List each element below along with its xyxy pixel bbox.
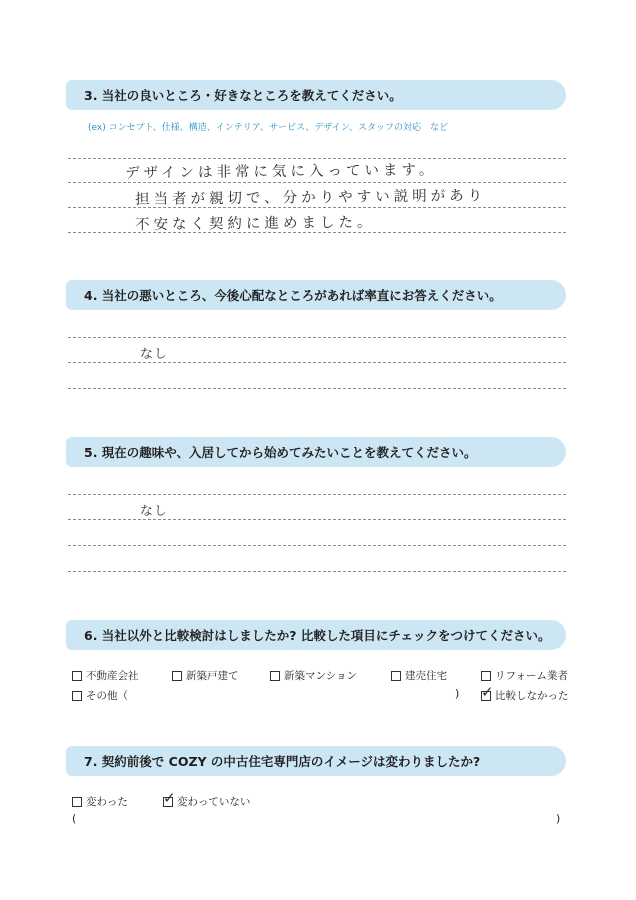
checkbox-box[interactable]: [481, 671, 491, 681]
question-7-text: 7. 契約前後で COZY の中古住宅専門店のイメージは変わりましたか?: [84, 754, 481, 769]
checkbox-label: 新築マンション: [284, 670, 358, 682]
q4-answer: なし: [139, 346, 169, 363]
checkbox-label: リフォーム業者: [495, 670, 568, 682]
checkbox-changed[interactable]: [72, 794, 128, 809]
checkbox-box[interactable]: [481, 682, 494, 701]
question-7-header: [66, 746, 566, 776]
other-close-paren: ): [455, 687, 460, 700]
checkbox-ready-built[interactable]: [391, 668, 447, 683]
check-mark-icon: ✓: [481, 682, 494, 701]
question-4-header: [66, 280, 566, 310]
checkbox-label: 建売住宅: [405, 670, 447, 682]
checkbox-label: 変わった: [86, 796, 128, 808]
checkbox-not-changed[interactable]: [163, 788, 251, 809]
checkbox-box[interactable]: [391, 671, 401, 681]
checkbox-box[interactable]: [72, 671, 82, 681]
question-3-text: 3. 当社の良いところ・好きなところを教えてください。: [84, 88, 402, 103]
checkbox-real-estate[interactable]: [72, 668, 139, 683]
q3-answer-line-1: デザインは非常に気に入っています。: [124, 162, 438, 182]
answer-line: [68, 494, 566, 495]
q5-answer: なし: [139, 503, 169, 520]
checkbox-box[interactable]: [172, 671, 182, 681]
checkbox-box[interactable]: [72, 797, 82, 807]
check-mark-icon: ✓: [163, 788, 176, 807]
answer-line: [68, 571, 566, 572]
question-3-header: [66, 80, 566, 110]
checkbox-box[interactable]: [163, 788, 176, 807]
comment-open-paren: (: [72, 812, 77, 825]
checkbox-label: 新築戸建て: [186, 670, 239, 682]
question-6-header: [66, 620, 566, 650]
checkbox-new-house[interactable]: [172, 668, 239, 683]
answer-line: [68, 545, 566, 546]
comment-close-paren: ): [556, 812, 561, 825]
checkbox-no-comparison[interactable]: [481, 682, 569, 703]
checkbox-label: 比較しなかった: [495, 690, 569, 702]
question-6-text: 6. 当社以外と比較検討はしましたか? 比較した項目にチェックをつけてください。: [84, 628, 551, 643]
checkbox-label: 不動産会社: [86, 670, 139, 682]
answer-line: [68, 519, 566, 520]
question-3-hint: (ex) コンセプト、仕様、構造、インテリア、サービス、デザイン、スタッフの対応 など: [88, 123, 448, 133]
answer-line: [68, 388, 566, 389]
checkbox-reform[interactable]: [481, 668, 568, 683]
checkbox-new-condo[interactable]: [270, 668, 357, 683]
answer-line: [68, 337, 566, 338]
checkbox-other[interactable]: [72, 688, 128, 703]
q3-answer-line-3: 不安なく契約に進めました。: [134, 214, 376, 234]
q3-answer-line-2: 担当者が親切で、分かりやすい説明があり: [134, 188, 487, 208]
question-4-text: 4. 当社の悪いところ、今後心配なところがあれば率直にお答えください。: [84, 288, 502, 303]
checkbox-box[interactable]: [72, 691, 82, 701]
checkbox-label: その他（: [86, 690, 128, 702]
checkbox-label: 変わっていない: [177, 796, 251, 808]
question-5-text: 5. 現在の趣味や、入居してから始めてみたいことを教えてください。: [84, 445, 477, 460]
answer-line: [68, 362, 566, 363]
question-5-header: [66, 437, 566, 467]
checkbox-box[interactable]: [270, 671, 280, 681]
